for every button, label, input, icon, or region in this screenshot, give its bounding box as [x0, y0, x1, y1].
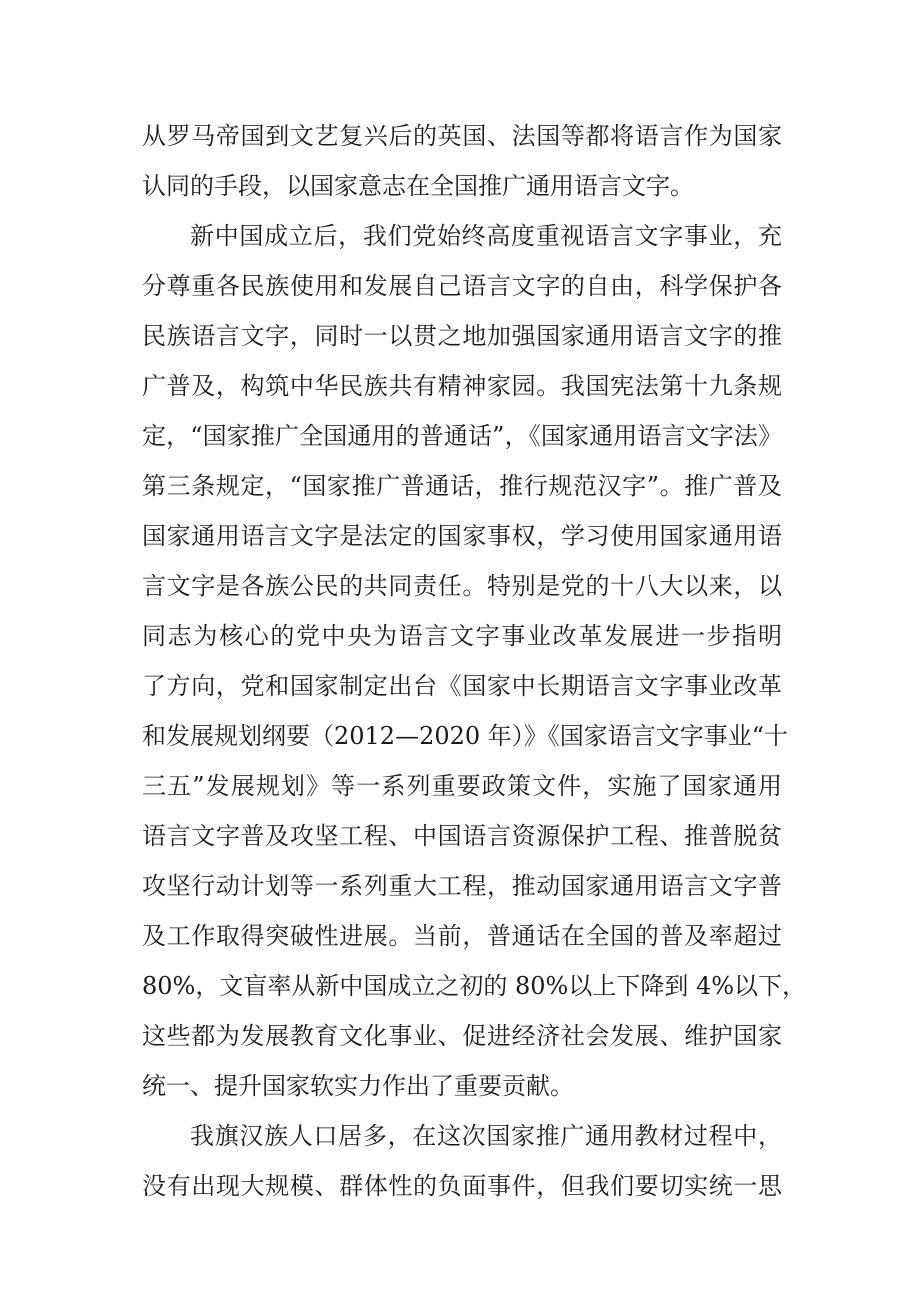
text-line: 没有出现大规模、群体性的负面事件，但我们要切实统一思 [142, 1172, 782, 1200]
text-line: 言文字是各族公民的共同责任。特别是党的十八大以来，以 [142, 572, 782, 600]
text-line: 和发展规划纲要（2012—2020 年）》《国家语言文字事业“十 [142, 722, 789, 750]
text-line: 广普及，构筑中华民族共有精神家园。我国宪法第十九条规 [142, 372, 782, 400]
text-line: 统一、提升国家软实力作出了重要贡献。 [142, 1072, 574, 1100]
text-line: 了方向，党和国家制定出台《国家中长期语言文字事业改革 [142, 672, 782, 700]
text-line: 分尊重各民族使用和发展自己语言文字的自由，科学保护各 [142, 272, 782, 300]
text-line: 认同的手段，以国家意志在全国推广通用语言文字。 [142, 172, 694, 200]
text-line: 新中国成立后，我们党始终高度重视语言文字事业，充 [190, 222, 782, 250]
text-line: 从罗马帝国到文艺复兴后的英国、法国等都将语言作为国家 [142, 122, 782, 150]
text-line: 这些都为发展教育文化事业、促进经济社会发展、维护国家 [142, 1022, 782, 1050]
text-line: 第三条规定，“国家推广普通话，推行规范汉字”。推广普及 [142, 472, 782, 500]
text-line: 国家通用语言文字是法定的国家事权，学习使用国家通用语 [142, 522, 782, 550]
text-line: 同志为核心的党中央为语言文字事业改革发展进一步指明 [142, 622, 782, 650]
text-line: 及工作取得突破性进展。当前，普通话在全国的普及率超过 [142, 922, 782, 950]
text-line: 定，“国家推广全国通用的普通话”，《国家通用语言文字法》 [142, 422, 782, 450]
text-line: 80%，文盲率从新中国成立之初的 80%以上下降到 4%以下， [142, 972, 807, 1000]
text-line: 语言文字普及攻坚工程、中国语言资源保护工程、推普脱贫 [142, 822, 782, 850]
text-line: 我旗汉族人口居多，在这次国家推广通用教材过程中， [190, 1122, 782, 1150]
text-line: 三五”发展规划》等一系列重要政策文件，实施了国家通用 [142, 772, 782, 800]
text-line: 民族语言文字，同时一以贯之地加强国家通用语言文字的推 [142, 322, 782, 350]
text-line: 攻坚行动计划等一系列重大工程，推动国家通用语言文字普 [142, 872, 782, 900]
